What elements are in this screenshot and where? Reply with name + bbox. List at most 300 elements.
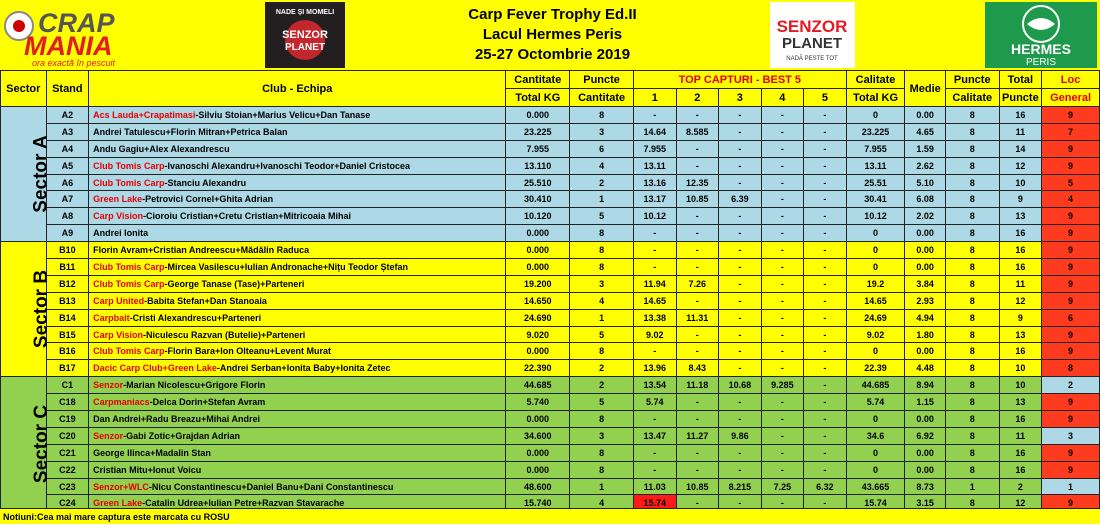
- stand-cell: B14: [46, 309, 89, 326]
- team-members: -Cristi Alexandrescu+Parteneri: [129, 312, 262, 323]
- medie-cell: 1.80: [905, 326, 946, 343]
- loc-general-cell: 1: [1042, 478, 1100, 495]
- capture-cell-2: -: [676, 444, 719, 461]
- capture-cell-1: -: [634, 461, 677, 478]
- club-cell: [89, 292, 506, 309]
- cantitate-cell: 25.510: [506, 174, 570, 191]
- calitate-cell: 30.41: [846, 191, 905, 208]
- capture-cell-4: -: [761, 174, 804, 191]
- medie-cell: 2.02: [905, 208, 946, 225]
- capture-cell-4: -: [761, 343, 804, 360]
- capture-cell-3: -: [719, 259, 762, 276]
- total-puncte-cell: 11: [999, 275, 1042, 292]
- col-top-1: 1: [634, 89, 677, 107]
- medie-cell: 4.94: [905, 309, 946, 326]
- total-puncte-cell: 16: [999, 259, 1042, 276]
- stand-cell: C18: [46, 394, 89, 411]
- loc-general-cell: 9: [1042, 275, 1100, 292]
- club-cell: [89, 107, 506, 124]
- table-row: [1, 140, 1100, 157]
- total-puncte-cell: 10: [999, 360, 1042, 377]
- cantitate-cell: 24.690: [506, 309, 570, 326]
- total-puncte-cell: 12: [999, 292, 1042, 309]
- calitate-cell: 23.225: [846, 123, 905, 140]
- capture-cell-1: 13.17: [634, 191, 677, 208]
- capture-cell-1: 13.11: [634, 157, 677, 174]
- col-puncte-sub: Cantitate: [570, 89, 634, 107]
- loc-general-cell: 9: [1042, 326, 1100, 343]
- puncte-cantitate-cell: 5: [570, 394, 634, 411]
- capture-cell-2: -: [676, 461, 719, 478]
- loc-general-cell: 9: [1042, 495, 1100, 512]
- table-row: [1, 461, 1100, 478]
- col-sector: Sector: [1, 71, 47, 107]
- total-puncte-cell: 16: [999, 343, 1042, 360]
- loc-general-cell: 9: [1042, 343, 1100, 360]
- club-name: Carpbait: [93, 312, 130, 323]
- capture-cell-4: -: [761, 309, 804, 326]
- cantitate-cell: 19.200: [506, 275, 570, 292]
- club-cell: [89, 275, 506, 292]
- puncte-cantitate-cell: 1: [570, 478, 634, 495]
- puncte-calitate-cell: 8: [945, 377, 999, 394]
- club-name: Club Tomis Carp: [93, 346, 165, 357]
- calitate-cell: 5.74: [846, 394, 905, 411]
- team-members: George Ilinca+Madalin Stan: [93, 447, 211, 458]
- cantitate-cell: 0.000: [506, 259, 570, 276]
- medie-cell: 2.62: [905, 157, 946, 174]
- total-puncte-cell: 16: [999, 411, 1042, 428]
- capture-cell-3: 8.215: [719, 478, 762, 495]
- total-puncte-cell: 12: [999, 495, 1042, 512]
- medie-cell: 0.00: [905, 259, 946, 276]
- club-cell: [89, 208, 506, 225]
- loc-general-cell: 9: [1042, 461, 1100, 478]
- capture-cell-3: 10.68: [719, 377, 762, 394]
- table-row: [1, 343, 1100, 360]
- team-members: -George Tanase (Tase)+Parteneri: [164, 278, 305, 289]
- medie-cell: 3.84: [905, 275, 946, 292]
- capture-cell-4: -: [761, 411, 804, 428]
- capture-cell-4: -: [761, 461, 804, 478]
- table-row: [1, 174, 1100, 191]
- capture-cell-5: -: [804, 461, 847, 478]
- club-name: Senzor+WLC: [93, 481, 149, 492]
- puncte-cantitate-cell: 8: [570, 444, 634, 461]
- capture-cell-4: -: [761, 495, 804, 512]
- col-puncte-calitate-sub: Calitate: [945, 89, 999, 107]
- calitate-cell: 10.12: [846, 208, 905, 225]
- puncte-cantitate-cell: 2: [570, 377, 634, 394]
- table-row: [1, 259, 1100, 276]
- svg-text:PLANET: PLANET: [782, 35, 842, 52]
- event-title: [370, 5, 735, 65]
- total-puncte-cell: 9: [999, 309, 1042, 326]
- club-cell: [89, 140, 506, 157]
- club-name: Club Tomis Carp: [93, 160, 165, 171]
- col-puncte: Puncte: [570, 71, 634, 89]
- capture-cell-5: -: [804, 157, 847, 174]
- senzor-planet-logo-dark: [265, 2, 345, 68]
- team-members: Andrei Tatulescu+Florin Mitran+Petrica Balan: [93, 126, 288, 137]
- capture-cell-5: -: [804, 427, 847, 444]
- svg-text:SENZOR: SENZOR: [776, 17, 848, 36]
- puncte-cantitate-cell: 8: [570, 411, 634, 428]
- calitate-cell: 24.69: [846, 309, 905, 326]
- capture-cell-1: -: [634, 411, 677, 428]
- capture-cell-5: -: [804, 191, 847, 208]
- stand-cell: C20: [46, 427, 89, 444]
- team-members: Andu Gagiu+Alex Alexandrescu: [93, 143, 230, 154]
- capture-cell-5: -: [804, 107, 847, 124]
- stand-cell: C23: [46, 478, 89, 495]
- cantitate-cell: 0.000: [506, 343, 570, 360]
- capture-cell-2: 10.85: [676, 478, 719, 495]
- medie-cell: 0.00: [905, 225, 946, 242]
- loc-general-cell: 5: [1042, 174, 1100, 191]
- loc-general-cell: 3: [1042, 427, 1100, 444]
- puncte-calitate-cell: 8: [945, 326, 999, 343]
- capture-cell-2: -: [676, 495, 719, 512]
- puncte-cantitate-cell: 2: [570, 174, 634, 191]
- sector-label-text: Sector A: [30, 135, 52, 213]
- medie-cell: 0.00: [905, 242, 946, 259]
- capture-cell-5: -: [804, 242, 847, 259]
- capture-cell-2: 8.585: [676, 123, 719, 140]
- total-puncte-cell: 10: [999, 377, 1042, 394]
- event-location: Lacul Hermes Peris: [482, 26, 623, 43]
- medie-cell: 1.59: [905, 140, 946, 157]
- svg-text:NADĂ PESTE TOT: NADĂ PESTE TOT: [786, 56, 838, 62]
- puncte-cantitate-cell: 8: [570, 461, 634, 478]
- loc-general-cell: 9: [1042, 107, 1100, 124]
- team-members: -Catalin Udrea+Iulian Petre+Razvan Stavarache: [142, 498, 345, 509]
- team-members: Dan Andrei+Radu Breazu+Mihai Andrei: [93, 413, 260, 424]
- col-calitate-sub: Total KG: [846, 89, 905, 107]
- results-table: [0, 70, 1100, 512]
- puncte-calitate-cell: 1: [945, 478, 999, 495]
- capture-cell-1: 13.47: [634, 427, 677, 444]
- stand-cell: A3: [46, 123, 89, 140]
- results-body: [1, 107, 1100, 512]
- capture-cell-3: -: [719, 343, 762, 360]
- club-name: Green Lake: [93, 498, 143, 509]
- senzor-planet-logo-light: [770, 2, 855, 68]
- puncte-cantitate-cell: 4: [570, 292, 634, 309]
- capture-cell-5: -: [804, 360, 847, 377]
- event-name: Carp Fever Trophy Ed.II: [468, 6, 637, 23]
- capture-cell-2: -: [676, 411, 719, 428]
- medie-cell: 8.73: [905, 478, 946, 495]
- capture-cell-5: -: [804, 377, 847, 394]
- puncte-cantitate-cell: 5: [570, 326, 634, 343]
- calitate-cell: 34.6: [846, 427, 905, 444]
- puncte-cantitate-cell: 1: [570, 309, 634, 326]
- team-members: -Stanciu Alexandru: [164, 177, 247, 188]
- club-name: Dacic Carp Club+Green Lake: [93, 363, 217, 374]
- loc-general-cell: 9: [1042, 259, 1100, 276]
- puncte-cantitate-cell: 1: [570, 191, 634, 208]
- capture-cell-5: -: [804, 309, 847, 326]
- loc-general-cell: 8: [1042, 360, 1100, 377]
- medie-cell: 6.92: [905, 427, 946, 444]
- capture-cell-5: -: [804, 495, 847, 512]
- club-name: Carp Vision: [93, 329, 143, 340]
- calitate-cell: 19.2: [846, 275, 905, 292]
- table-row: [1, 208, 1100, 225]
- puncte-cantitate-cell: 8: [570, 107, 634, 124]
- col-puncte-calitate: Puncte: [945, 71, 999, 89]
- calitate-cell: 0: [846, 343, 905, 360]
- team-members: -Marian Nicolescu+Grigore Florin: [123, 380, 266, 391]
- medie-cell: 5.10: [905, 174, 946, 191]
- cantitate-cell: 23.225: [506, 123, 570, 140]
- medie-cell: 0.00: [905, 411, 946, 428]
- col-loc-sub: General: [1042, 89, 1100, 107]
- calitate-cell: 7.955: [846, 140, 905, 157]
- stand-cell: A2: [46, 107, 89, 124]
- calitate-cell: 0: [846, 444, 905, 461]
- team-members: Cristian Mitu+Ionut Voicu: [93, 464, 202, 475]
- puncte-cantitate-cell: 4: [570, 495, 634, 512]
- team-members: -Mircea Vasilescu+Iulian Andronache+Nițu Teodor Ștefan: [164, 261, 409, 272]
- cantitate-cell: 0.000: [506, 107, 570, 124]
- puncte-calitate-cell: 8: [945, 309, 999, 326]
- total-puncte-cell: 9: [999, 191, 1042, 208]
- stand-cell: B11: [46, 259, 89, 276]
- capture-cell-4: -: [761, 242, 804, 259]
- puncte-calitate-cell: 8: [945, 343, 999, 360]
- puncte-calitate-cell: 8: [945, 191, 999, 208]
- calitate-cell: 0: [846, 225, 905, 242]
- capture-cell-1: 14.65: [634, 292, 677, 309]
- medie-cell: 4.48: [905, 360, 946, 377]
- capture-cell-3: -: [719, 225, 762, 242]
- capture-cell-5: -: [804, 123, 847, 140]
- table-row: [1, 360, 1100, 377]
- table-row: [1, 123, 1100, 140]
- team-members: -Delca Dorin+Stefan Avram: [149, 397, 266, 408]
- total-puncte-cell: 13: [999, 394, 1042, 411]
- puncte-calitate-cell: 8: [945, 495, 999, 512]
- capture-cell-1: -: [634, 107, 677, 124]
- puncte-cantitate-cell: 8: [570, 343, 634, 360]
- capture-cell-4: -: [761, 292, 804, 309]
- capture-cell-1: 11.03: [634, 478, 677, 495]
- stand-cell: C22: [46, 461, 89, 478]
- capture-cell-2: 10.85: [676, 191, 719, 208]
- table-row: [1, 225, 1100, 242]
- table-row: [1, 191, 1100, 208]
- capture-cell-4: -: [761, 444, 804, 461]
- col-top-3: 3: [719, 89, 762, 107]
- col-total: Total: [999, 71, 1042, 89]
- capture-cell-5: -: [804, 140, 847, 157]
- team-members: -Silviu Stoian+Marius Velicu+Dan Tanase: [195, 109, 371, 120]
- total-puncte-cell: 2: [999, 478, 1042, 495]
- loc-general-cell: 9: [1042, 157, 1100, 174]
- stand-cell: C1: [46, 377, 89, 394]
- team-members: -Petrovici Cornel+Ghita Adrian: [142, 194, 274, 205]
- total-puncte-cell: 16: [999, 461, 1042, 478]
- stand-cell: B13: [46, 292, 89, 309]
- capture-cell-2: -: [676, 107, 719, 124]
- calitate-cell: 44.685: [846, 377, 905, 394]
- cantitate-cell: 0.000: [506, 461, 570, 478]
- total-puncte-cell: 11: [999, 427, 1042, 444]
- medie-cell: 6.08: [905, 191, 946, 208]
- col-top-4: 4: [761, 89, 804, 107]
- medie-cell: 0.00: [905, 461, 946, 478]
- cantitate-cell: 13.110: [506, 157, 570, 174]
- team-members: Florin Avram+Cristian Andreescu+Mădălin Raduca: [93, 245, 310, 256]
- capture-cell-5: -: [804, 225, 847, 242]
- capture-cell-5: 6.32: [804, 478, 847, 495]
- club-name: Senzor: [93, 380, 124, 391]
- calitate-cell: 0: [846, 461, 905, 478]
- club-cell: [89, 242, 506, 259]
- capture-cell-5: -: [804, 394, 847, 411]
- stand-cell: C19: [46, 411, 89, 428]
- capture-cell-4: -: [761, 326, 804, 343]
- table-row: [1, 309, 1100, 326]
- capture-cell-3: -: [719, 360, 762, 377]
- puncte-calitate-cell: 8: [945, 174, 999, 191]
- svg-text:ora exactă în pescuit: ora exactă în pescuit: [32, 58, 116, 68]
- team-members: -Nicu Constantinescu+Daniel Banu+Dani Constantinescu: [148, 481, 394, 492]
- calitate-cell: 9.02: [846, 326, 905, 343]
- puncte-calitate-cell: 8: [945, 461, 999, 478]
- cantitate-cell: 9.020: [506, 326, 570, 343]
- capture-cell-3: -: [719, 394, 762, 411]
- puncte-calitate-cell: 8: [945, 123, 999, 140]
- footnote: Notiuni:Cea mai mare captura este marcata cu ROSU: [0, 508, 1100, 524]
- team-members: -Gabi Zotic+Grajdan Adrian: [123, 430, 241, 441]
- total-puncte-cell: 16: [999, 242, 1042, 259]
- club-name: Club Tomis Carp: [93, 261, 165, 272]
- stand-cell: B17: [46, 360, 89, 377]
- capture-cell-1: -: [634, 343, 677, 360]
- puncte-cantitate-cell: 8: [570, 259, 634, 276]
- capture-cell-5: -: [804, 208, 847, 225]
- capture-cell-4: -: [761, 427, 804, 444]
- loc-general-cell: 6: [1042, 309, 1100, 326]
- col-medie: Medie: [905, 71, 946, 107]
- cantitate-cell: 0.000: [506, 444, 570, 461]
- capture-cell-3: -: [719, 309, 762, 326]
- capture-cell-5: -: [804, 444, 847, 461]
- capture-cell-2: -: [676, 242, 719, 259]
- puncte-cantitate-cell: 8: [570, 242, 634, 259]
- team-members: -Cioroiu Cristian+Cretu Cristian+Mitricoaia Mihai: [142, 211, 352, 222]
- loc-general-cell: 4: [1042, 191, 1100, 208]
- capture-cell-3: -: [719, 157, 762, 174]
- col-total-sub: Puncte: [999, 89, 1042, 107]
- calitate-cell: 0: [846, 411, 905, 428]
- calitate-cell: 0: [846, 107, 905, 124]
- capture-cell-2: 8.43: [676, 360, 719, 377]
- capture-cell-4: 9.285: [761, 377, 804, 394]
- stand-cell: B15: [46, 326, 89, 343]
- sector-label: [1, 377, 53, 512]
- cantitate-cell: 5.740: [506, 394, 570, 411]
- col-top-2: 2: [676, 89, 719, 107]
- capture-cell-1: 11.94: [634, 275, 677, 292]
- club-name: Senzor: [93, 430, 124, 441]
- capture-cell-4: -: [761, 107, 804, 124]
- capture-cell-1: -: [634, 444, 677, 461]
- col-loc: Loc: [1042, 71, 1100, 89]
- capture-cell-1: -: [634, 225, 677, 242]
- puncte-cantitate-cell: 8: [570, 225, 634, 242]
- col-stand: Stand: [46, 71, 89, 107]
- capture-cell-3: -: [719, 242, 762, 259]
- club-name: Carp Vision: [93, 211, 143, 222]
- total-puncte-cell: 13: [999, 326, 1042, 343]
- capture-cell-3: -: [719, 461, 762, 478]
- cantitate-cell: 0.000: [506, 242, 570, 259]
- capture-cell-1: 9.02: [634, 326, 677, 343]
- capture-cell-4: -: [761, 394, 804, 411]
- total-puncte-cell: 14: [999, 140, 1042, 157]
- puncte-cantitate-cell: 6: [570, 140, 634, 157]
- cantitate-cell: 0.000: [506, 411, 570, 428]
- team-members: Andrei Ionita: [93, 228, 149, 239]
- calitate-cell: 43.665: [846, 478, 905, 495]
- club-cell: [89, 478, 506, 495]
- capture-cell-3: -: [719, 292, 762, 309]
- capture-cell-4: -: [761, 275, 804, 292]
- capture-cell-2: -: [676, 343, 719, 360]
- club-cell: [89, 343, 506, 360]
- capture-cell-3: 9.86: [719, 427, 762, 444]
- cantitate-cell: 44.685: [506, 377, 570, 394]
- cantitate-cell: 0.000: [506, 225, 570, 242]
- svg-text:MANIA: MANIA: [24, 31, 113, 61]
- table-row: [1, 444, 1100, 461]
- table-row: [1, 394, 1100, 411]
- capture-cell-1: 15.74: [634, 495, 677, 512]
- stand-cell: A5: [46, 157, 89, 174]
- capture-cell-3: -: [719, 208, 762, 225]
- club-cell: [89, 174, 506, 191]
- capture-cell-3: -: [719, 495, 762, 512]
- loc-general-cell: 7: [1042, 123, 1100, 140]
- puncte-calitate-cell: 8: [945, 107, 999, 124]
- svg-text:SENZOR: SENZOR: [282, 29, 328, 41]
- club-cell: [89, 123, 506, 140]
- stand-cell: C24: [46, 495, 89, 512]
- stand-cell: A9: [46, 225, 89, 242]
- cantitate-cell: 34.600: [506, 427, 570, 444]
- club-cell: [89, 444, 506, 461]
- capture-cell-2: -: [676, 292, 719, 309]
- puncte-cantitate-cell: 3: [570, 275, 634, 292]
- club-name: Green Lake: [93, 194, 143, 205]
- puncte-calitate-cell: 8: [945, 394, 999, 411]
- capture-cell-4: -: [761, 157, 804, 174]
- capture-cell-3: -: [719, 123, 762, 140]
- capture-cell-5: -: [804, 411, 847, 428]
- puncte-cantitate-cell: 2: [570, 360, 634, 377]
- capture-cell-4: -: [761, 140, 804, 157]
- svg-text:NADE ȘI MOMELI: NADE ȘI MOMELI: [275, 9, 335, 16]
- medie-cell: 0.00: [905, 444, 946, 461]
- total-puncte-cell: 11: [999, 123, 1042, 140]
- capture-cell-2: 7.26: [676, 275, 719, 292]
- capture-cell-2: 12.35: [676, 174, 719, 191]
- col-cantitate-sub: Total KG: [506, 89, 570, 107]
